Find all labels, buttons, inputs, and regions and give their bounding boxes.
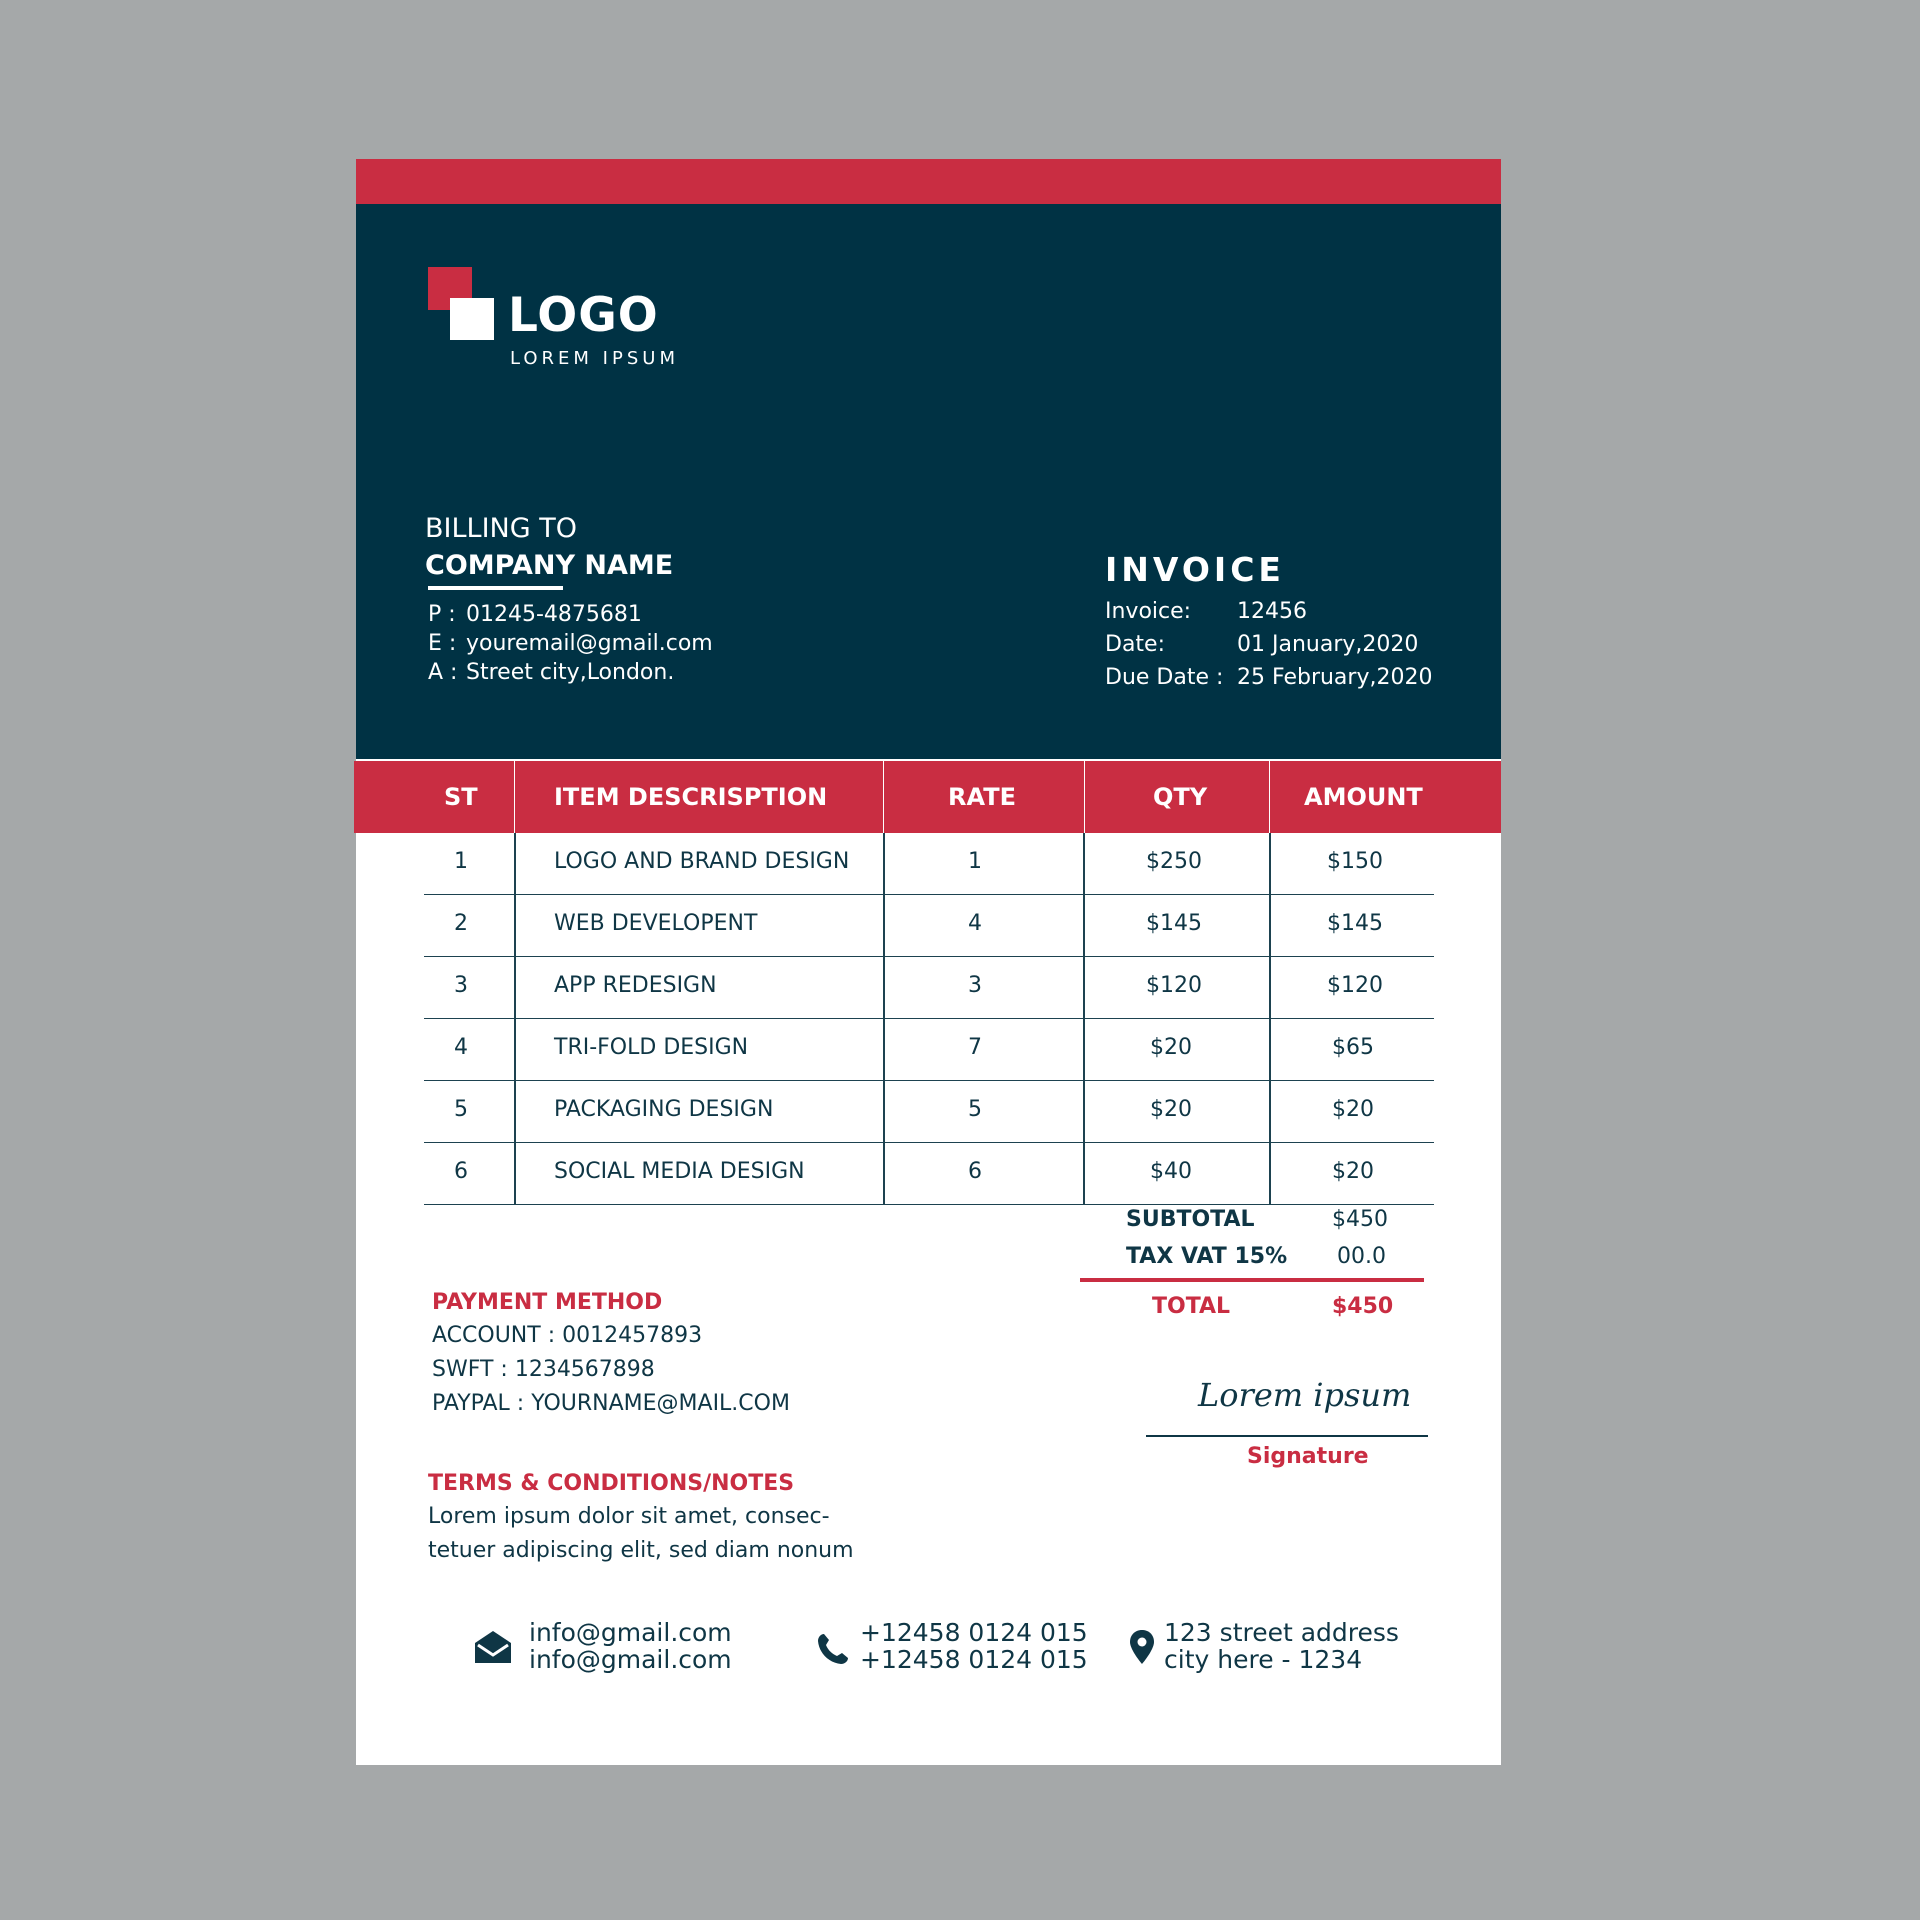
column-divider [1269, 1019, 1271, 1080]
meta-due-date [1105, 661, 1432, 694]
column-divider [514, 1143, 516, 1204]
contact-key: P : [428, 602, 456, 627]
cell-st: 1 [454, 849, 468, 874]
meta-label: Invoice: [1105, 599, 1192, 624]
terms-text [428, 1500, 854, 1568]
contact-value: Street city,London. [466, 660, 675, 685]
footer-phone-line: +12458 0124 015 [860, 1645, 1088, 1674]
column-divider [514, 895, 516, 956]
logo-text: LOGO [508, 288, 659, 343]
invoice-meta [1105, 595, 1432, 694]
billing-contacts [428, 600, 713, 687]
column-divider [883, 833, 885, 894]
cell-description: LOGO AND BRAND DESIGN [554, 849, 850, 874]
column-divider [1269, 957, 1271, 1018]
contact-address [428, 658, 713, 687]
contact-key: A : [428, 660, 458, 685]
items-table-body [424, 833, 1434, 1205]
phone-icon [816, 1632, 850, 1666]
location-pin-icon [1129, 1629, 1155, 1665]
column-divider [883, 957, 885, 1018]
payment-details [432, 1319, 790, 1421]
column-divider [514, 1081, 516, 1142]
subtotal-label: SUBTOTAL [1126, 1207, 1255, 1232]
meta-value: 12456 [1237, 599, 1307, 624]
cell-st: 6 [454, 1159, 468, 1184]
cell-qty: $40 [1150, 1159, 1192, 1184]
cell-qty: $20 [1150, 1097, 1192, 1122]
header-divider [883, 761, 884, 833]
table-row [424, 957, 1434, 1019]
footer-email-line: info@gmail.com [529, 1645, 732, 1674]
column-divider [514, 1019, 516, 1080]
table-row [424, 1143, 1434, 1205]
invoice-page [356, 159, 1501, 1765]
header-divider [514, 761, 515, 833]
table-row [424, 1081, 1434, 1143]
table-row [424, 1019, 1434, 1081]
cell-st: 5 [454, 1097, 468, 1122]
cell-amount: $20 [1332, 1097, 1374, 1122]
meta-date [1105, 628, 1432, 661]
billing-heading: BILLING TO [425, 513, 577, 544]
footer-phone-line: +12458 0124 015 [860, 1618, 1088, 1647]
cell-description: PACKAGING DESIGN [554, 1097, 774, 1122]
column-divider [1269, 833, 1271, 894]
subtotal-value: $450 [1332, 1207, 1388, 1232]
column-divider [1083, 895, 1085, 956]
column-divider [1083, 957, 1085, 1018]
footer-address-line: 123 street address [1164, 1618, 1399, 1647]
cell-rate: 7 [968, 1035, 982, 1060]
cell-rate: 6 [968, 1159, 982, 1184]
contact-value: 01245-4875681 [466, 602, 642, 627]
cell-description: WEB DEVELOPENT [554, 911, 758, 936]
column-divider [514, 833, 516, 894]
footer-phone [860, 1619, 1088, 1673]
footer-address [1164, 1619, 1399, 1673]
cell-st: 4 [454, 1035, 468, 1060]
column-divider [883, 1081, 885, 1142]
column-divider [1083, 1081, 1085, 1142]
total-label: TOTAL [1152, 1294, 1231, 1319]
column-divider [1269, 895, 1271, 956]
payment-swift: SWFT : 1234567898 [432, 1357, 655, 1382]
total-value: $450 [1332, 1294, 1394, 1319]
cell-description: APP REDESIGN [554, 973, 717, 998]
terms-line: tetuer adipiscing elit, sed diam nonum [428, 1538, 854, 1563]
terms-title: TERMS & CONDITIONS/NOTES [428, 1471, 795, 1496]
cell-rate: 4 [968, 911, 982, 936]
column-divider [1083, 833, 1085, 894]
column-divider [883, 1143, 885, 1204]
payment-account: ACCOUNT : 0012457893 [432, 1323, 703, 1348]
header-rate: RATE [948, 783, 1016, 811]
footer-address-line: city here - 1234 [1164, 1645, 1363, 1674]
meta-value: 01 January,2020 [1237, 632, 1419, 657]
cell-qty: $250 [1146, 849, 1202, 874]
column-divider [1269, 1081, 1271, 1142]
header-description: ITEM DESCRISPTION [554, 783, 828, 811]
header-st: ST [444, 783, 478, 811]
meta-label: Date: [1105, 632, 1165, 657]
cell-description: TRI-FOLD DESIGN [554, 1035, 749, 1060]
cell-st: 3 [454, 973, 468, 998]
company-underline [428, 586, 563, 590]
meta-invoice-number [1105, 595, 1432, 628]
contact-phone [428, 600, 713, 629]
invoice-header [356, 204, 1501, 759]
header-qty: QTY [1153, 783, 1208, 811]
meta-label: Due Date : [1105, 665, 1224, 690]
signature-line [1146, 1435, 1428, 1437]
top-accent-bar [356, 159, 1501, 204]
envelope-icon [473, 1629, 513, 1665]
payment-paypal: PAYPAL : YOURNAME@MAIL.COM [432, 1391, 790, 1416]
column-divider [1269, 1143, 1271, 1204]
cell-rate: 3 [968, 973, 982, 998]
total-divider [1080, 1278, 1424, 1282]
invoice-title: INVOICE [1105, 550, 1285, 589]
payment-method-title: PAYMENT METHOD [432, 1290, 663, 1315]
table-row [424, 895, 1434, 957]
meta-value: 25 February,2020 [1237, 665, 1433, 690]
footer-email-line: info@gmail.com [529, 1618, 732, 1647]
company-name: COMPANY NAME [425, 550, 674, 581]
tax-label: TAX VAT 15% [1126, 1244, 1288, 1269]
cell-qty: $20 [1150, 1035, 1192, 1060]
cell-qty: $120 [1146, 973, 1202, 998]
table-row [424, 833, 1434, 895]
contact-value: youremail@gmail.com [466, 631, 713, 656]
contact-email [428, 629, 713, 658]
terms-line: Lorem ipsum dolor sit amet, consec- [428, 1504, 830, 1529]
column-divider [1083, 1143, 1085, 1204]
header-divider [1269, 761, 1270, 833]
cell-rate: 1 [968, 849, 982, 874]
header-amount: AMOUNT [1304, 783, 1423, 811]
header-divider [1084, 761, 1085, 833]
signature-label: Signature [1247, 1444, 1369, 1469]
column-divider [883, 1019, 885, 1080]
column-divider [883, 895, 885, 956]
tax-value: 00.0 [1337, 1244, 1386, 1269]
cell-rate: 5 [968, 1097, 982, 1122]
contact-key: E : [428, 631, 457, 656]
items-table-header [354, 761, 1501, 833]
cell-amount: $145 [1327, 911, 1383, 936]
logo-white-square [450, 298, 494, 340]
cell-qty: $145 [1146, 911, 1202, 936]
column-divider [1083, 1019, 1085, 1080]
column-divider [514, 957, 516, 1018]
cell-amount: $65 [1332, 1035, 1374, 1060]
cell-description: SOCIAL MEDIA DESIGN [554, 1159, 805, 1184]
logo-subtitle: LOREM IPSUM [510, 348, 679, 369]
footer-email [529, 1619, 732, 1673]
cell-st: 2 [454, 911, 468, 936]
signature-script: Lorem ipsum [1198, 1376, 1412, 1414]
cell-amount: $120 [1327, 973, 1383, 998]
cell-amount: $150 [1327, 849, 1383, 874]
cell-amount: $20 [1332, 1159, 1374, 1184]
